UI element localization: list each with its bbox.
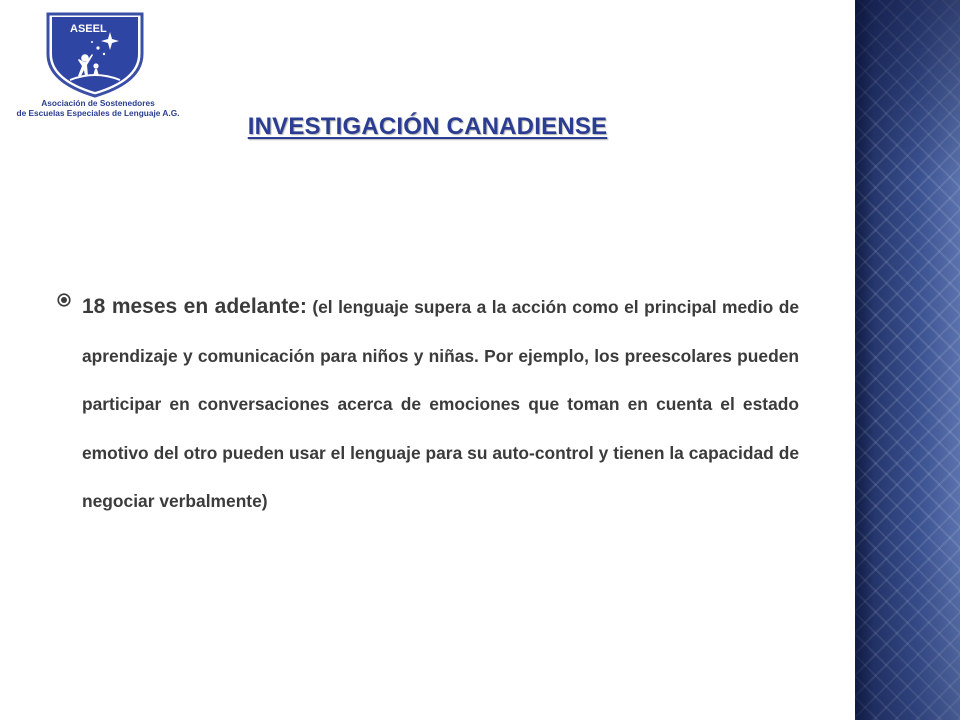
decorative-side-band [855, 0, 960, 720]
bullet-text: (el lenguaje supera a la acción como el principal medio de aprendizaje y comunicación para niños y niñas. Por ejemplo, los preescolares pueden participar en conversaciones acerca de emociones que toman en cuenta el estado emotivo del otro pueden usar el lenguaje para su auto-control y tienen la capacidad de negociar verbalmente) [82, 297, 799, 511]
aseel-logo-icon [40, 10, 150, 98]
bullet-lead: 18 meses en adelante: [82, 295, 307, 318]
bullet-paragraph [82, 283, 799, 526]
radio-bullet-icon [57, 293, 71, 307]
logo-caption-line2: de Escuelas Especiales de Lenguaje A.G. [16, 108, 180, 118]
logo-acronym: ASEEL [70, 23, 107, 35]
slide-title: INVESTIGACIÓN CANADIENSE [247, 113, 608, 140]
logo-caption-line1: Asociación de Sostenedores [41, 98, 155, 108]
